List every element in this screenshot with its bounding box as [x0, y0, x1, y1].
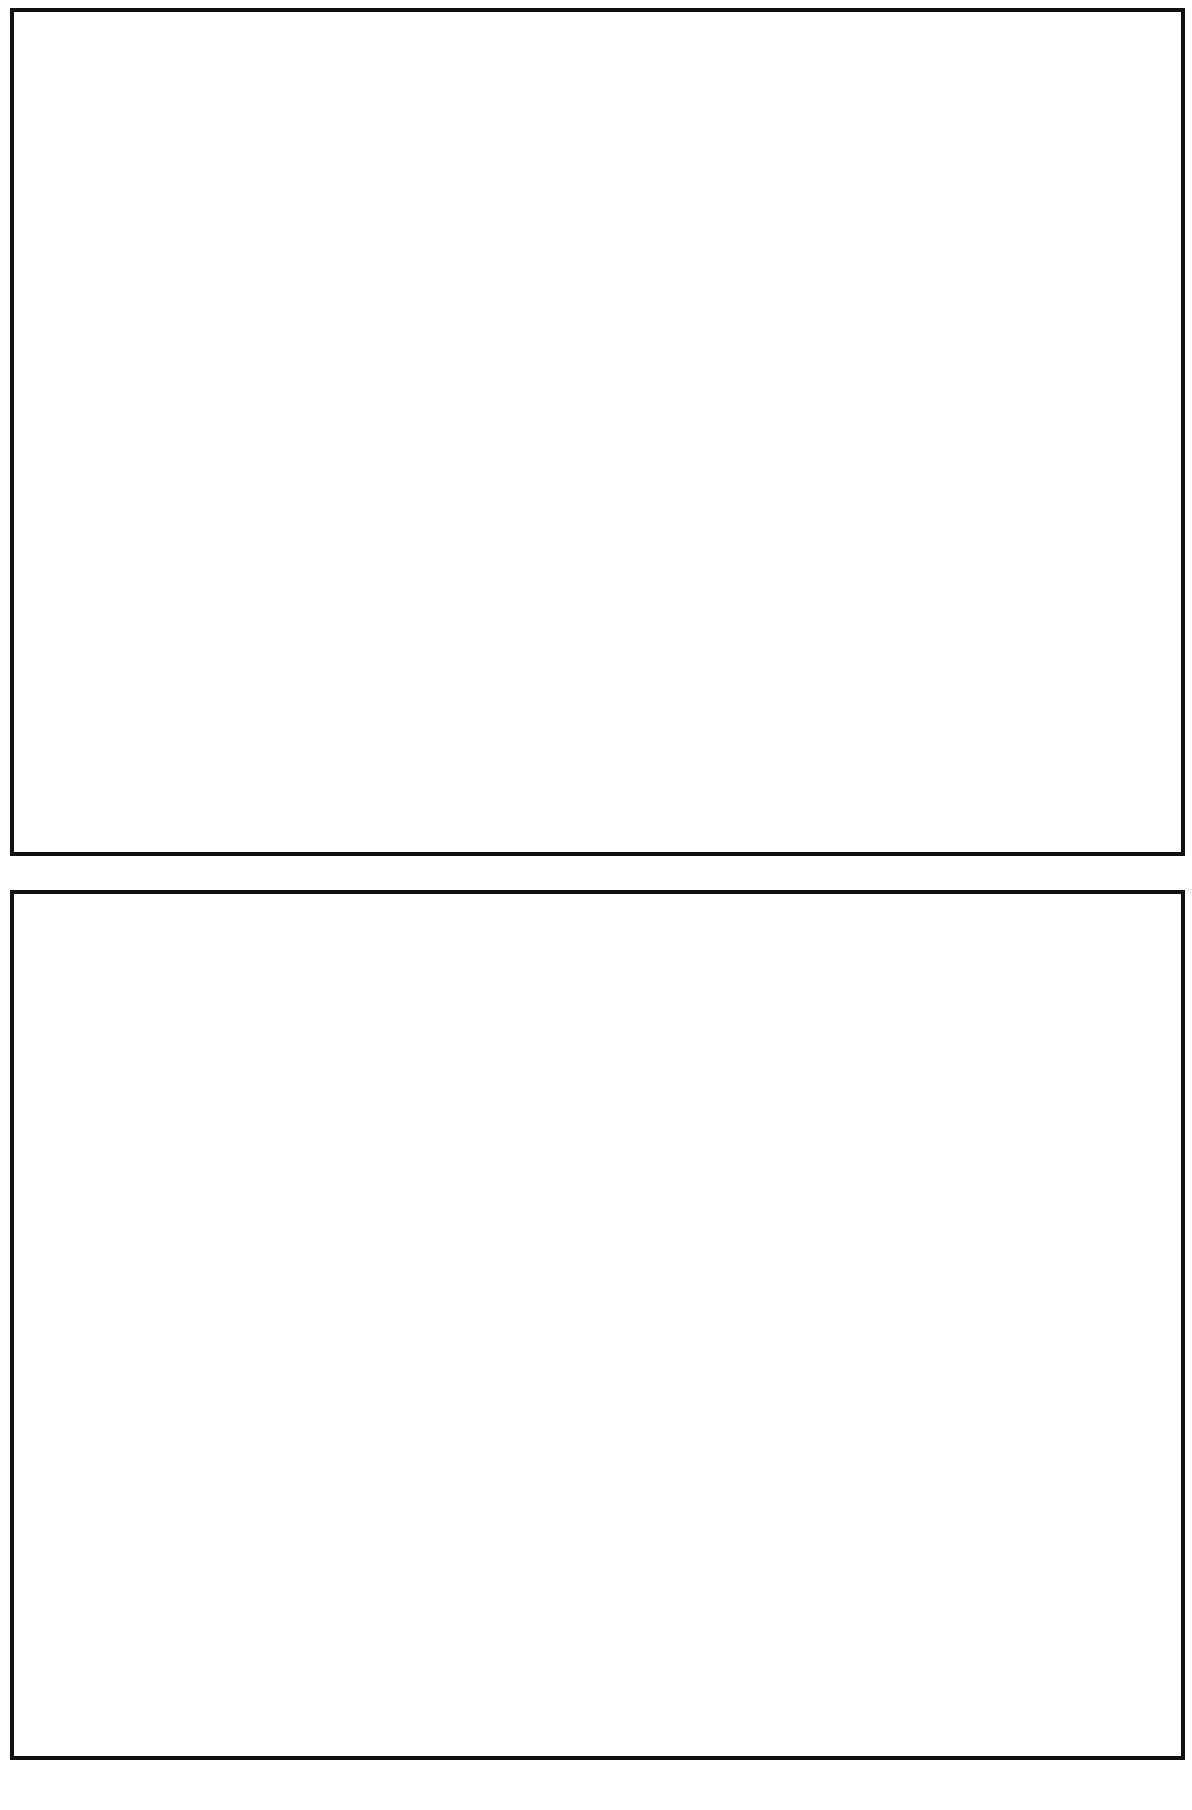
text-columns-bottom: [26, 906, 1169, 1744]
page-panel-top: [10, 8, 1185, 856]
page-panel-bottom: [10, 890, 1185, 1760]
text-columns-top: [26, 24, 1169, 840]
